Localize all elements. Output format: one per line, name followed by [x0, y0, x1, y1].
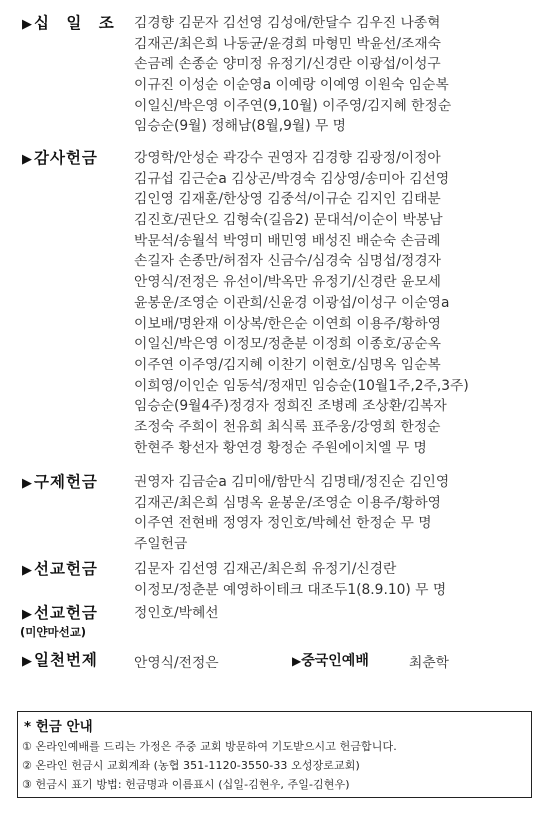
name-line: 이일신/박은영 이정모/정춘분 이정희 이종호/공순옥	[134, 336, 441, 353]
name-line: 손금례 손종순 양미정 유정기/신경란 이광섭/이성구	[134, 56, 441, 73]
name-line: 이규진 이성순 이순영a 이예랑 이예영 이원숙 임순복	[134, 77, 449, 94]
thanksgiving-header: ▶ 감사헌금	[22, 149, 98, 167]
name-line: 임승순(9월4주)정경자 정희진 조병례 조상환/김복자	[134, 398, 447, 415]
thanksgiving-names	[134, 148, 538, 458]
triangle-bullet-icon: ▶	[22, 152, 32, 167]
name-line: 손길자 손종만/허점자 신금수/심경숙 심명섭/정경자	[134, 253, 441, 270]
relief-header: ▶ 구제헌금	[22, 473, 98, 491]
relief-names	[134, 472, 538, 555]
notice-item: ③ 헌금시 표기 방법: 헌금명과 이름표시 (십일-김현우, 주일-김현우)	[22, 778, 350, 791]
mission-header: ▶ 선교헌금	[22, 560, 98, 578]
name-line: 김규섭 김근순a 김상곤/박경숙 김상영/송미아 김선영	[134, 170, 450, 187]
triangle-bullet-icon: ▶	[22, 476, 32, 491]
name-line: 김경향 김문자 김선영 김성애/한달수 김우진 나종혁	[134, 15, 441, 31]
name-line: 강영학/안성순 곽강수 권영자 김경향 김광정/이정아	[134, 150, 441, 166]
name-line: 권영자 김금순a 김미애/함만식 김명태/정진순 김인영	[134, 474, 450, 490]
name-line: 김문자 김선영 김재곤/최은희 유정기/신경란	[134, 561, 397, 577]
name-line: 김인영 김재훈/한상영 김중석/이규순 김지인 김태분	[134, 191, 441, 208]
name-line: 안영식/전정은 유선이/박옥만 유정기/신경란 윤모세	[134, 274, 441, 291]
myanmar-mission-header: ▶ 선교헌금	[22, 604, 98, 622]
triangle-bullet-icon: ▶	[22, 607, 32, 622]
name-line: 김재곤/최은희 나동균/윤경희 마형민 박윤선/조재숙	[134, 35, 441, 52]
ilcheon-header: ▶ 일천번제	[22, 651, 98, 669]
triangle-bullet-icon: ▶	[292, 654, 302, 668]
name-line: 임승순(9월) 정해남(8월,9월) 무 명	[134, 118, 347, 135]
offering-notice-box	[17, 711, 532, 798]
name-line: 한현주 황선자 황연경 황정순 주원에이치엘 무 명	[134, 439, 427, 456]
chinese-service-value: 최춘학	[409, 655, 449, 671]
triangle-bullet-icon: ▶	[22, 563, 32, 578]
name-line: 이희영/이인순 임동석/정재민 임승순(10월1주,2주,3주)	[134, 377, 469, 394]
name-line: 김진호/권단오 김형숙(길음2) 문대석/이순이 박봉남	[134, 212, 443, 229]
notice-item: ① 온라인예배를 드리는 가정은 주중 교회 방문하여 기도받으시고 헌금합니다.	[22, 740, 397, 753]
name-line: 이주연 이주영/김지혜 이찬기 이현호/심명옥 임순복	[134, 356, 441, 373]
triangle-bullet-icon: ▶	[22, 17, 32, 32]
tithe-names	[134, 13, 538, 137]
name-line: 이보배/명완재 이상복/한은순 이연희 이용주/황하영	[134, 315, 441, 332]
triangle-bullet-icon: ▶	[22, 654, 32, 669]
name-line: 이주연 전현배 정영자 정인호/박혜선 한정순 무 명	[134, 515, 432, 532]
name-line: 박문석/송월석 박영미 배민영 배성진 배순숙 손금례	[134, 232, 441, 249]
name-line: 이일신/박은영 이주연(9,10월) 이주영/김지혜 한정순	[134, 97, 452, 114]
chinese-service-header: ▶중국인예배	[292, 653, 369, 669]
name-line: 이정모/정춘분 예영하이테크 대조두1(8.9.10) 무 명	[134, 581, 447, 598]
myanmar-mission-names	[134, 603, 538, 624]
ilcheon-value: 안영식/전정은	[134, 655, 219, 671]
myanmar-mission-subheader: (미얀마선교)	[20, 625, 87, 639]
name-line: 윤봉운/조영순 이관희/신윤경 이광섭/이성구 이순영a	[134, 294, 450, 311]
tithe-header: ▶ 십 일 조	[22, 14, 120, 32]
name-line: 정인호/박혜선	[134, 605, 219, 621]
name-line: 주일헌금	[134, 536, 188, 553]
notice-item: ② 온라인 헌금시 교회계좌 (농협 351-1120-3550-33 오성장로교회)	[22, 759, 360, 772]
name-line: 김재곤/최은희 심명옥 윤봉운/조영순 이용주/황하영	[134, 494, 441, 511]
notice-title: * 헌금 안내	[24, 719, 93, 735]
mission-names	[134, 559, 538, 600]
name-line: 조정숙 주희이 천유희 최식록 표주웅/강영희 한정순	[134, 418, 441, 435]
